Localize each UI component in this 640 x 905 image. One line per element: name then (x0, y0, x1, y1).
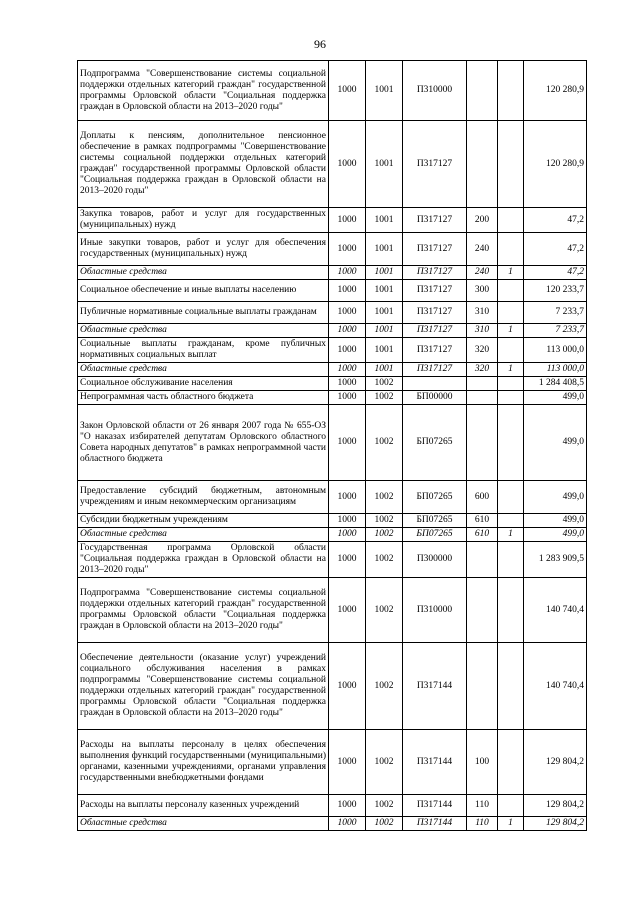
subsection-code-cell: 1002 (366, 643, 403, 730)
subsection-code-cell: 1001 (366, 280, 403, 302)
budget-table (77, 60, 587, 831)
subsection-code-cell: 1002 (366, 481, 403, 514)
subsection-code-cell: 1002 (366, 795, 403, 817)
section-code-cell: 1000 (329, 266, 366, 280)
funding-source-cell (498, 405, 524, 481)
target-article-cell: П317127 (403, 324, 467, 338)
expense-name-cell: Областные средства (78, 817, 329, 831)
subsection-code-cell: 1002 (366, 391, 403, 405)
funding-source-cell (498, 121, 524, 208)
table-row (78, 338, 587, 363)
table-row (78, 391, 587, 405)
expense-name-cell: Расходы на выплаты персоналу в целях обеспечения выполнения функций государственными (муниципальными) органами, казенными учреждениями, органами управления государственными внебюджетными фондами (78, 730, 329, 795)
amount-cell: 47,2 (524, 208, 587, 233)
expense-name-cell: Обеспечение деятельности (оказание услуг) учреждений социального обслуживания населения в рамках подпрограммы "Совершенствование системы социальной поддержки отдельных категорий граждан" государственной программы Орловской области "Социальная поддержка граждан в Орловской области на 2013–2020 годы" (78, 643, 329, 730)
target-article-cell: П317127 (403, 302, 467, 324)
funding-source-cell: 1 (498, 266, 524, 280)
expense-type-cell (467, 377, 498, 391)
expense-name-cell: Закупка товаров, работ и услуг для государственных (муниципальных) нужд (78, 208, 329, 233)
section-code-cell: 1000 (329, 233, 366, 266)
section-code-cell: 1000 (329, 280, 366, 302)
amount-cell: 140 740,4 (524, 643, 587, 730)
subsection-code-cell: 1002 (366, 817, 403, 831)
amount-cell: 47,2 (524, 233, 587, 266)
section-code-cell: 1000 (329, 405, 366, 481)
expense-name-cell: Предоставление субсидий бюджетным, автономным учреждениям и иным некоммерческим организациям (78, 481, 329, 514)
subsection-code-cell: 1001 (366, 121, 403, 208)
funding-source-cell (498, 208, 524, 233)
target-article-cell: БП07265 (403, 481, 467, 514)
amount-cell: 1 284 408,5 (524, 377, 587, 391)
target-article-cell: БП07265 (403, 405, 467, 481)
funding-source-cell (498, 542, 524, 578)
amount-cell: 113 000,0 (524, 363, 587, 377)
expense-type-cell: 200 (467, 208, 498, 233)
expense-type-cell (467, 121, 498, 208)
section-code-cell: 1000 (329, 377, 366, 391)
expense-name-cell: Государственная программа Орловской области "Социальная поддержка граждан в Орловской области на 2013–2020 годы" (78, 542, 329, 578)
amount-cell: 7 233,7 (524, 302, 587, 324)
subsection-code-cell: 1001 (366, 266, 403, 280)
expense-name-cell: Иные закупки товаров, работ и услуг для обеспечения государственных (муниципальных) нужд (78, 233, 329, 266)
subsection-code-cell: 1001 (366, 324, 403, 338)
table-row (78, 730, 587, 795)
funding-source-cell (498, 280, 524, 302)
section-code-cell: 1000 (329, 542, 366, 578)
expense-name-cell: Социальные выплаты гражданам, кроме публичных нормативных социальных выплат (78, 338, 329, 363)
target-article-cell: П317127 (403, 121, 467, 208)
subsection-code-cell: 1002 (366, 528, 403, 542)
amount-cell: 499,0 (524, 481, 587, 514)
section-code-cell: 1000 (329, 302, 366, 324)
expense-name-cell: Областные средства (78, 363, 329, 377)
target-article-cell: П310000 (403, 578, 467, 643)
amount-cell: 499,0 (524, 391, 587, 405)
funding-source-cell (498, 377, 524, 391)
target-article-cell: П310000 (403, 61, 467, 121)
expense-type-cell (467, 61, 498, 121)
section-code-cell: 1000 (329, 514, 366, 528)
expense-type-cell: 610 (467, 528, 498, 542)
expense-name-cell: Областные средства (78, 528, 329, 542)
table-row (78, 266, 587, 280)
target-article-cell: П317127 (403, 338, 467, 363)
subsection-code-cell: 1001 (366, 61, 403, 121)
expense-name-cell: Социальное обеспечение и иные выплаты населению (78, 280, 329, 302)
table-row (78, 233, 587, 266)
expense-type-cell: 320 (467, 363, 498, 377)
expense-name-cell: Непрограммная часть областного бюджета (78, 391, 329, 405)
funding-source-cell (498, 481, 524, 514)
expense-type-cell: 110 (467, 795, 498, 817)
expense-type-cell (467, 578, 498, 643)
table-row (78, 578, 587, 643)
target-article-cell: П317127 (403, 266, 467, 280)
table-row (78, 542, 587, 578)
target-article-cell: П317127 (403, 208, 467, 233)
amount-cell: 47,2 (524, 266, 587, 280)
section-code-cell: 1000 (329, 208, 366, 233)
table-row (78, 528, 587, 542)
section-code-cell: 1000 (329, 643, 366, 730)
amount-cell: 499,0 (524, 528, 587, 542)
table-row (78, 514, 587, 528)
funding-source-cell (498, 338, 524, 363)
table-row (78, 643, 587, 730)
expense-type-cell: 300 (467, 280, 498, 302)
amount-cell: 1 283 909,5 (524, 542, 587, 578)
amount-cell: 120 280,9 (524, 61, 587, 121)
subsection-code-cell: 1002 (366, 730, 403, 795)
table-row (78, 121, 587, 208)
expense-type-cell: 240 (467, 266, 498, 280)
subsection-code-cell: 1002 (366, 514, 403, 528)
amount-cell: 120 233,7 (524, 280, 587, 302)
expense-name-cell: Субсидии бюджетным учреждениям (78, 514, 329, 528)
subsection-code-cell: 1001 (366, 302, 403, 324)
target-article-cell: П317127 (403, 363, 467, 377)
amount-cell: 140 740,4 (524, 578, 587, 643)
subsection-code-cell: 1002 (366, 578, 403, 643)
amount-cell: 499,0 (524, 405, 587, 481)
table-row (78, 405, 587, 481)
expense-type-cell (467, 391, 498, 405)
funding-source-cell (498, 61, 524, 121)
subsection-code-cell: 1001 (366, 233, 403, 266)
funding-source-cell: 1 (498, 324, 524, 338)
target-article-cell (403, 377, 467, 391)
expense-name-cell: Областные средства (78, 324, 329, 338)
section-code-cell: 1000 (329, 481, 366, 514)
expense-type-cell (467, 542, 498, 578)
funding-source-cell (498, 795, 524, 817)
expense-name-cell: Социальное обслуживание населения (78, 377, 329, 391)
table-row (78, 324, 587, 338)
subsection-code-cell: 1002 (366, 377, 403, 391)
funding-source-cell (498, 233, 524, 266)
amount-cell: 129 804,2 (524, 817, 587, 831)
expense-type-cell: 600 (467, 481, 498, 514)
amount-cell: 129 804,2 (524, 730, 587, 795)
target-article-cell: П317144 (403, 730, 467, 795)
funding-source-cell: 1 (498, 817, 524, 831)
funding-source-cell: 1 (498, 363, 524, 377)
section-code-cell: 1000 (329, 324, 366, 338)
table-row (78, 817, 587, 831)
expense-name-cell: Публичные нормативные социальные выплаты гражданам (78, 302, 329, 324)
expense-name-cell: Подпрограмма "Совершенствование системы социальной поддержки отдельных категорий граждан" государственной программы Орловской области "Социальная поддержка граждан в Орловской области на 2013–2020 годы" (78, 61, 329, 121)
funding-source-cell (498, 302, 524, 324)
expense-type-cell: 310 (467, 324, 498, 338)
section-code-cell: 1000 (329, 61, 366, 121)
expense-type-cell (467, 643, 498, 730)
section-code-cell: 1000 (329, 391, 366, 405)
funding-source-cell (498, 391, 524, 405)
target-article-cell: БП00000 (403, 391, 467, 405)
expense-name-cell: Областные средства (78, 266, 329, 280)
section-code-cell: 1000 (329, 817, 366, 831)
section-code-cell: 1000 (329, 795, 366, 817)
expense-name-cell: Расходы на выплаты персоналу казенных учреждений (78, 795, 329, 817)
section-code-cell: 1000 (329, 528, 366, 542)
amount-cell: 7 233,7 (524, 324, 587, 338)
target-article-cell: П317127 (403, 280, 467, 302)
page-number: 96 (314, 37, 326, 51)
table-row (78, 61, 587, 121)
section-code-cell: 1000 (329, 730, 366, 795)
table-row (78, 302, 587, 324)
target-article-cell: П300000 (403, 542, 467, 578)
amount-cell: 113 000,0 (524, 338, 587, 363)
section-code-cell: 1000 (329, 363, 366, 377)
expense-name-cell: Подпрограмма "Совершенствование системы социальной поддержки отдельных категорий граждан" государственной программы Орловской области "Социальная поддержка граждан в Орловской области на 2013–2020 годы" (78, 578, 329, 643)
expense-type-cell: 320 (467, 338, 498, 363)
budget-table-body (78, 61, 587, 831)
funding-source-cell (498, 514, 524, 528)
funding-source-cell (498, 643, 524, 730)
target-article-cell: П317144 (403, 795, 467, 817)
funding-source-cell (498, 578, 524, 643)
expense-type-cell: 100 (467, 730, 498, 795)
expense-type-cell: 110 (467, 817, 498, 831)
table-row (78, 481, 587, 514)
subsection-code-cell: 1002 (366, 542, 403, 578)
section-code-cell: 1000 (329, 338, 366, 363)
subsection-code-cell: 1001 (366, 208, 403, 233)
table-row (78, 377, 587, 391)
target-article-cell: П317144 (403, 643, 467, 730)
subsection-code-cell: 1002 (366, 405, 403, 481)
amount-cell: 120 280,9 (524, 121, 587, 208)
expense-type-cell: 610 (467, 514, 498, 528)
subsection-code-cell: 1001 (366, 363, 403, 377)
amount-cell: 129 804,2 (524, 795, 587, 817)
expense-type-cell: 310 (467, 302, 498, 324)
target-article-cell: П317127 (403, 233, 467, 266)
target-article-cell: БП07265 (403, 528, 467, 542)
funding-source-cell: 1 (498, 528, 524, 542)
table-row (78, 208, 587, 233)
expense-type-cell: 240 (467, 233, 498, 266)
target-article-cell: БП07265 (403, 514, 467, 528)
table-row (78, 363, 587, 377)
table-row (78, 795, 587, 817)
table-row (78, 280, 587, 302)
section-code-cell: 1000 (329, 121, 366, 208)
amount-cell: 499,0 (524, 514, 587, 528)
expense-name-cell: Закон Орловской области от 26 января 2007 года № 655-ОЗ "О наказах избирателей депутатам Орловского областного Совета народных депутатов" в рамках непрограммной части областного бюджета (78, 405, 329, 481)
section-code-cell: 1000 (329, 578, 366, 643)
subsection-code-cell: 1001 (366, 338, 403, 363)
expense-type-cell (467, 405, 498, 481)
target-article-cell: П317144 (403, 817, 467, 831)
funding-source-cell (498, 730, 524, 795)
expense-name-cell: Доплаты к пенсиям, дополнительное пенсионное обеспечение в рамках подпрограммы "Совершенствование системы социальной поддержки отдельных категорий граждан" государственной программы Орловской области "Социальная поддержка граждан в Орловской области на 2013–2020 годы" (78, 121, 329, 208)
